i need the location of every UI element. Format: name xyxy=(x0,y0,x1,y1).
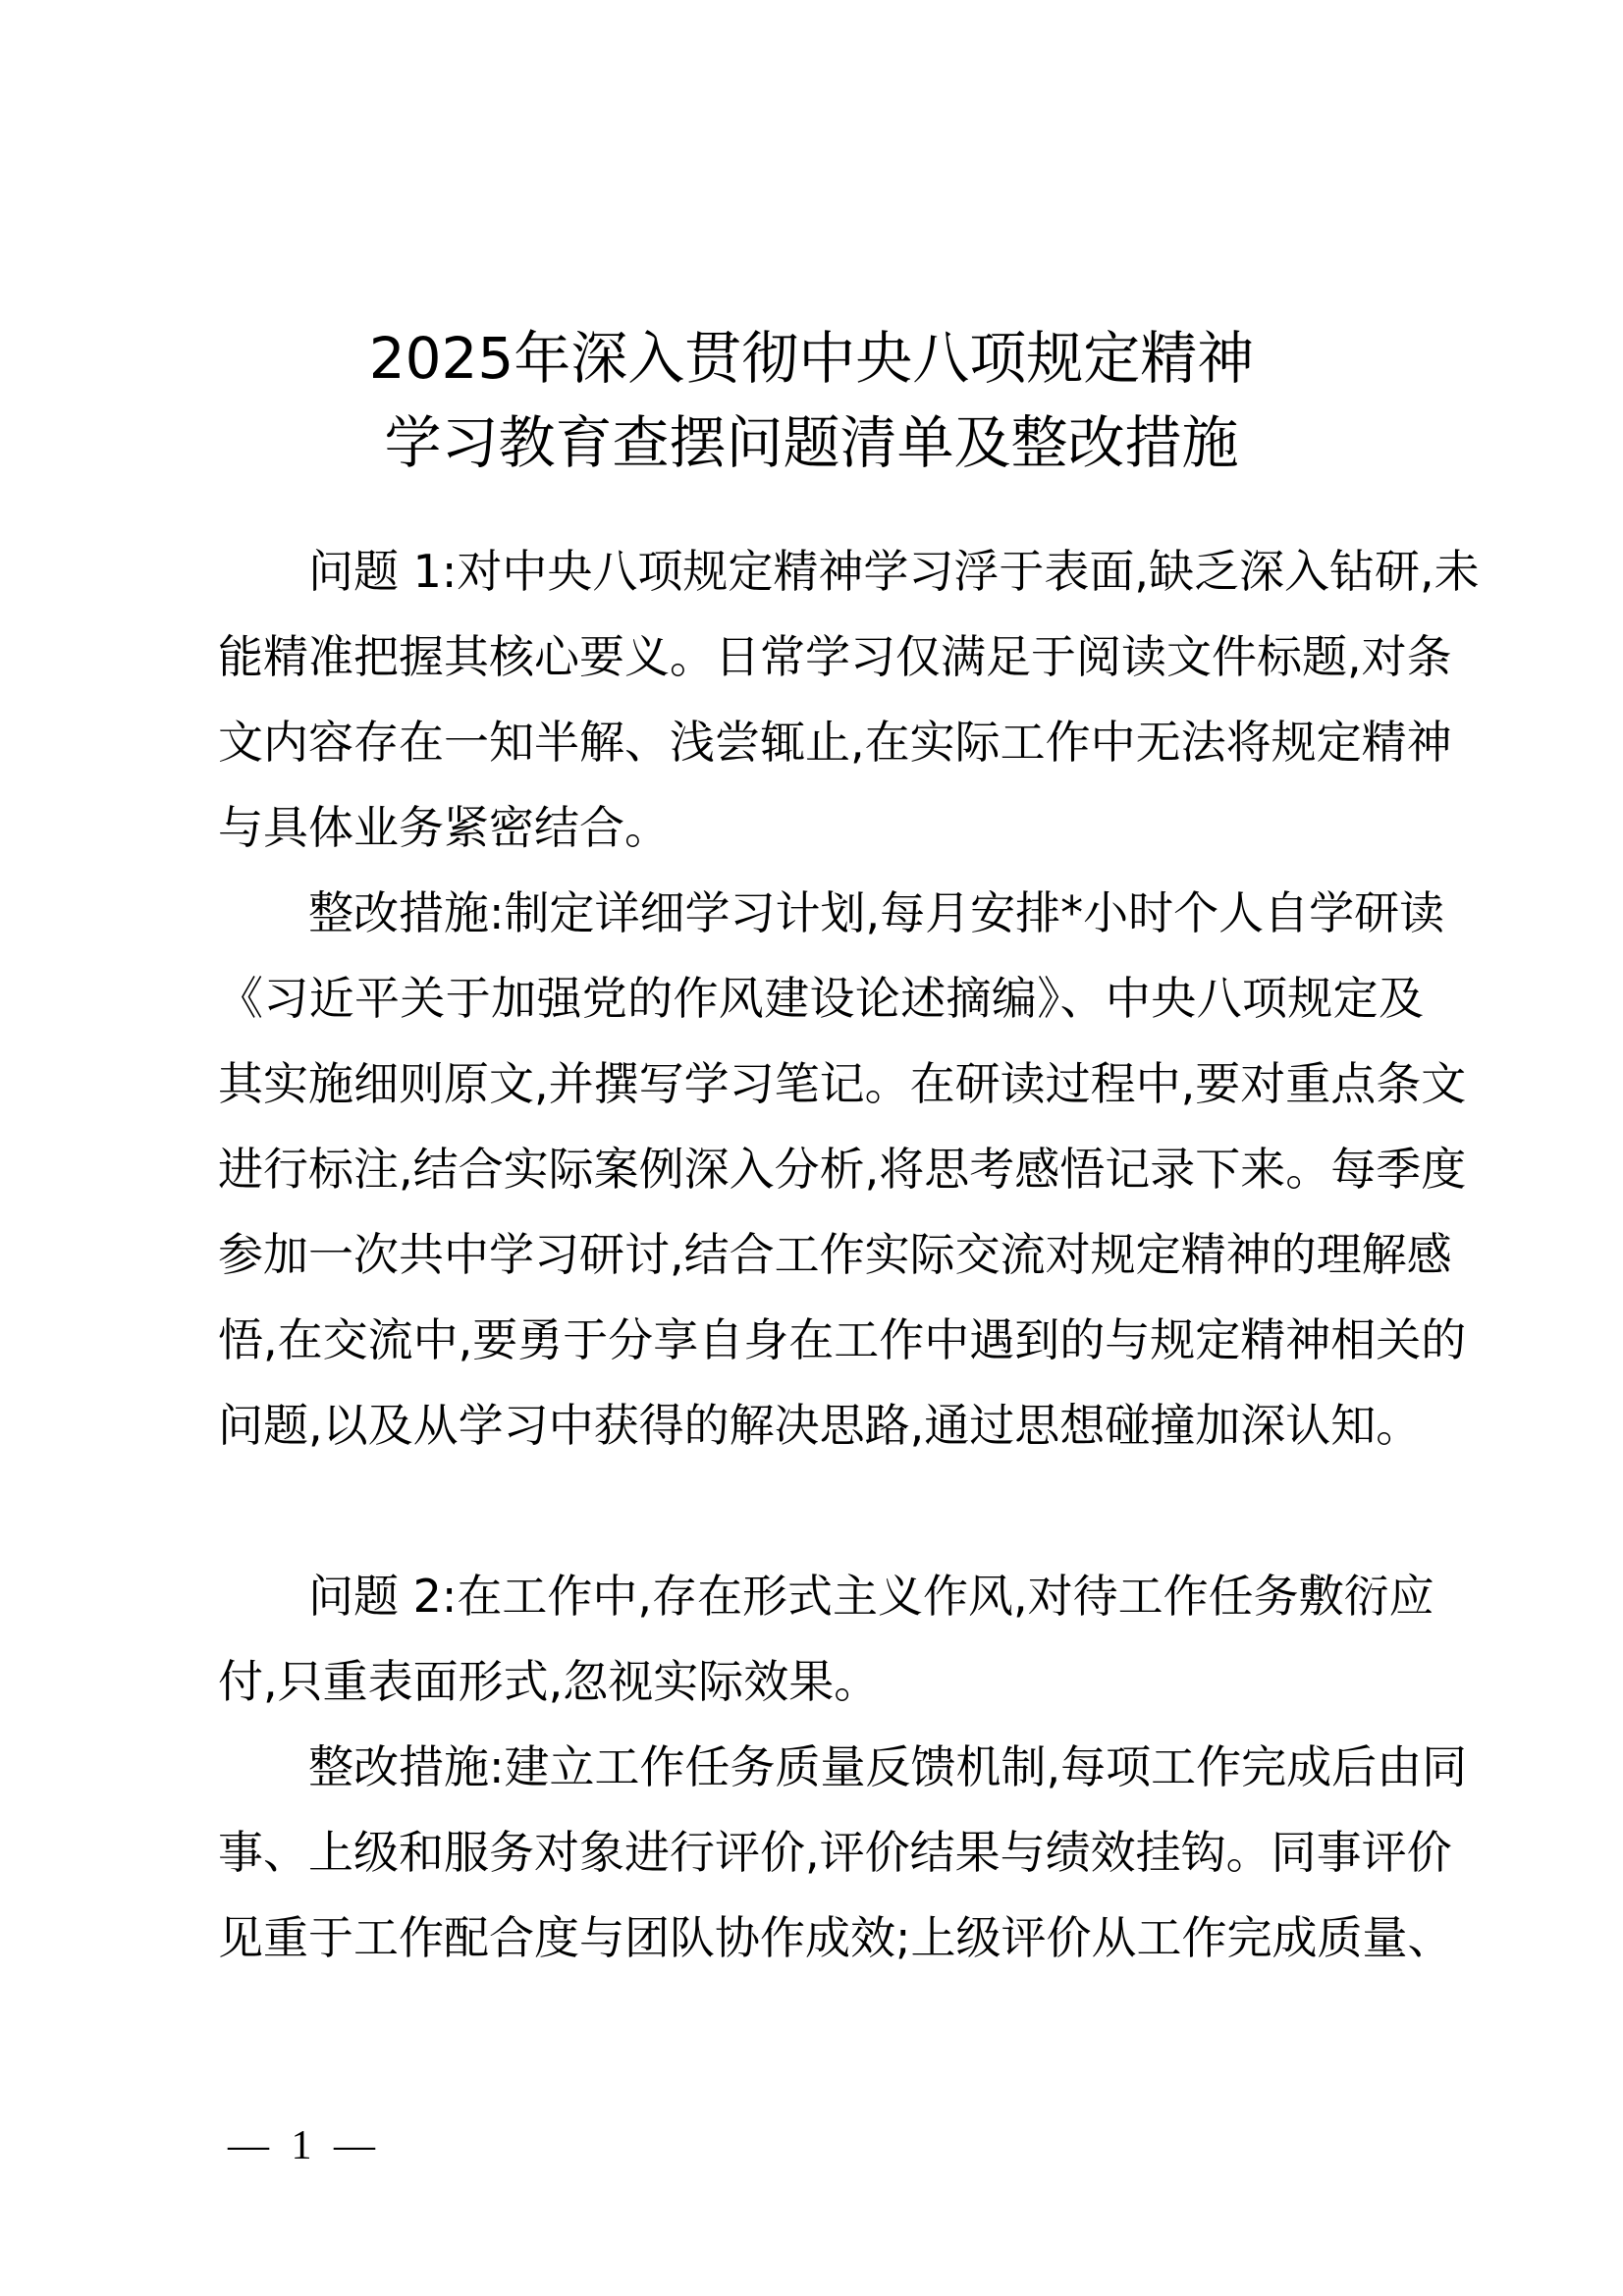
document-title-line-2: 学习教育查摆问题清单及整改措施 xyxy=(384,409,1239,476)
text-line: 问题 1:对中央八项规定精神学习浮于表面,缺乏深入钻研,未 xyxy=(308,545,1480,598)
text-line: 见重于工作配合度与团队协作成效;上级评价从工作完成质量、 xyxy=(218,1911,1453,1964)
text-line: 《习近平关于加强党的作风建设论述摘编》、中央八项规定及 xyxy=(218,972,1424,1025)
text-line: 其实施细则原文,并撰写学习笔记。在研读过程中,要对重点条文 xyxy=(218,1057,1467,1110)
document-body xyxy=(218,529,1480,1981)
problem-2-paragraph xyxy=(218,1554,1434,1725)
text-line: 问题 2:在工作中,存在形式主义作风,对待工作任务敷衍应 xyxy=(308,1570,1434,1623)
text-line: 整改措施:建立工作任务质量反馈机制,每项工作完成后由同 xyxy=(308,1740,1468,1793)
text-line: 进行标注,结合实际案例深入分析,将思考感悟记录下来。每季度 xyxy=(218,1143,1467,1196)
measure-2-paragraph xyxy=(218,1725,1468,1981)
text-line: 付,只重表面形式,忽视实际效果。 xyxy=(218,1655,880,1708)
text-line: 文内容存在一知半解、浅尝辄止,在实际工作中无法将规定精神 xyxy=(218,716,1452,769)
text-line: 问题,以及从学习中获得的解决思路,通过思想碰撞加深认知。 xyxy=(218,1399,1422,1452)
text-line: 与具体业务紧密结合。 xyxy=(218,801,670,854)
blank-line xyxy=(218,1468,1424,1554)
text-line: 能精准把握其核心要义。日常学习仅满足于阅读文件标题,对条 xyxy=(218,630,1452,683)
text-line: 悟,在交流中,要勇于分享自身在工作中遇到的与规定精神相关的 xyxy=(218,1313,1467,1366)
text-line: 事、上级和服务对象进行评价,评价结果与绩效挂钩。同事评价 xyxy=(218,1826,1452,1879)
text-line: 整改措施:制定详细学习计划,每月安排*小时个人自学研读 xyxy=(308,886,1445,939)
document-title-line-1: 2025年深入贯彻中央八项规定精神 xyxy=(368,325,1255,392)
measure-1-paragraph xyxy=(218,871,1467,1468)
text-line: 参加一次共中学习研讨,结合工作实际交流对规定精神的理解感 xyxy=(218,1228,1452,1281)
page-number: — 1 — xyxy=(228,2123,381,2168)
problem-1-paragraph xyxy=(218,529,1480,871)
